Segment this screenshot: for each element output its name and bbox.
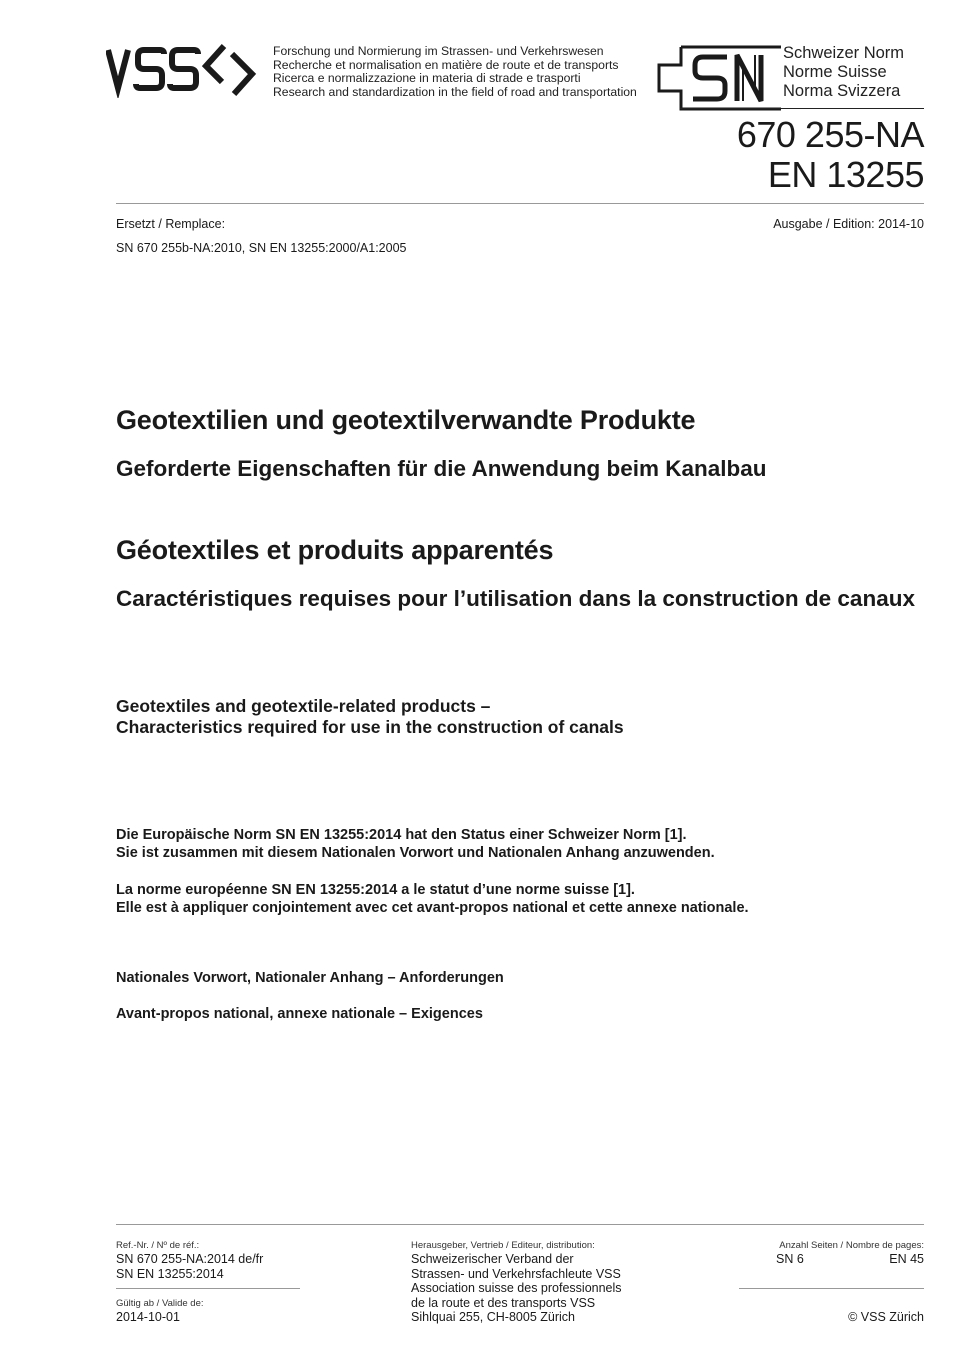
replaces-value: SN 670 255b-NA:2010, SN EN 13255:2000/A1:2005 <box>116 241 407 255</box>
page-count-label: Anzahl Seiten / Nombre de pages: <box>779 1240 924 1251</box>
vss-tagline-fr: Recherche et normalisation en matière de route et de transports <box>273 57 619 72</box>
sn-designation <box>783 44 904 101</box>
status-statement-french <box>116 881 749 917</box>
publisher-line1: Schweizerischer Verband der <box>411 1252 574 1266</box>
contents-french: Avant-propos national, annexe nationale – Exigences <box>116 1006 483 1022</box>
standard-en-number: EN 13255 <box>767 154 924 195</box>
reference-label: Ref.-Nr. / Nº de réf.: <box>116 1240 200 1251</box>
valid-from-label: Gültig ab / Valide de: <box>116 1298 204 1309</box>
valid-from-value: 2014-10-01 <box>116 1310 180 1324</box>
publisher-address <box>411 1252 622 1325</box>
replaces-label: Ersetzt / Remplace: <box>116 217 226 231</box>
vss-tagline <box>273 45 637 99</box>
edition-date: Ausgabe / Edition: 2014-10 <box>773 217 924 231</box>
sn-line-fr: Norme Suisse <box>783 63 887 81</box>
status-fr-line1: La norme européenne SN EN 13255:2014 a le statut d’une norme suisse [1]. <box>116 882 635 898</box>
sn-line-it: Norma Svizzera <box>783 82 901 100</box>
vss-tagline-en: Research and standardization in the field of road and transportation <box>273 84 637 99</box>
reference-value <box>116 1252 263 1281</box>
footer-right-divider <box>739 1288 924 1289</box>
status-statement-german <box>116 826 715 862</box>
standard-number: 670 255-NA <box>736 114 924 155</box>
title-french: Géotextiles et produits apparentés <box>116 535 554 565</box>
footer-left-divider <box>116 1288 300 1289</box>
title-english <box>116 696 624 738</box>
page-count-sn: SN 6 <box>776 1252 804 1266</box>
publisher-label: Herausgeber, Vertrieb / Editeur, distribution: <box>411 1240 595 1251</box>
sn-underline <box>680 108 924 109</box>
subtitle-french: Caractéristiques requises pour l’utilisation dans la construction de canaux <box>116 586 915 611</box>
subtitle-german: Geforderte Eigenschaften für die Anwendung beim Kanalbau <box>116 456 767 481</box>
header-divider <box>116 203 924 204</box>
publisher-line2: Strassen- und Verkehrsfachleute VSS <box>411 1266 621 1281</box>
sn-line-de: Schweizer Norm <box>783 44 905 62</box>
vss-logo <box>106 40 266 98</box>
reference-line2: SN EN 13255:2014 <box>116 1266 224 1281</box>
contents-german: Nationales Vorwort, Nationaler Anhang – Anforderungen <box>116 970 504 986</box>
title-english-line2: Characteristics required for use in the construction of canals <box>116 717 624 737</box>
status-de-line1: Die Europäische Norm SN EN 13255:2014 hat den Status einer Schweizer Norm [1]. <box>116 827 687 843</box>
title-english-line1: Geotextiles and geotextile-related products – <box>116 696 491 716</box>
page-count-en: EN 45 <box>889 1252 924 1266</box>
status-fr-line2: Elle est à appliquer conjointement avec cet avant-propos national et cette annexe nationale. <box>116 900 749 916</box>
publisher-line4: de la route et des transports VSS <box>411 1295 596 1310</box>
vss-tagline-it: Ricerca e normalizzazione in materia di strade e trasporti <box>273 71 581 86</box>
footer-divider <box>116 1224 924 1225</box>
copyright: © VSS Zürich <box>848 1310 924 1324</box>
vss-tagline-de: Forschung und Normierung im Strassen- und Verkehrswesen <box>273 44 604 58</box>
sn-logo <box>657 45 781 111</box>
title-german: Geotextilien und geotextilverwandte Produkte <box>116 405 696 435</box>
status-de-line2: Sie ist zusammen mit diesem Nationalen Vorwort und Nationalen Anhang anzuwenden. <box>116 845 715 861</box>
reference-line1: SN 670 255-NA:2014 de/fr <box>116 1252 264 1266</box>
publisher-line5: Sihlquai 255, CH-8005 Zürich <box>411 1310 575 1324</box>
publisher-line3: Association suisse des professionnels <box>411 1281 622 1295</box>
